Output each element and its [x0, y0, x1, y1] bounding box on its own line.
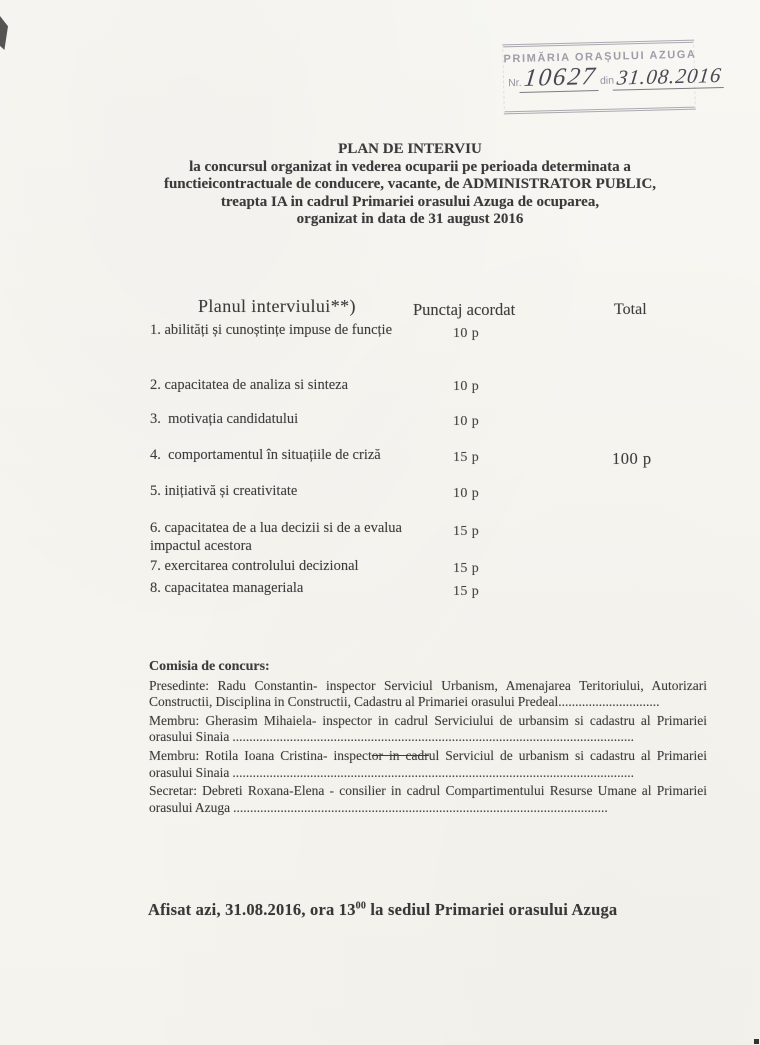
title-line-2: la concursul organizat in vederea ocuparii pe perioada determinata a — [189, 158, 631, 175]
posting-notice-hour-superscript: 00 — [355, 900, 367, 912]
posting-notice-text: la sediul Primariei orasului Azuga — [366, 900, 618, 919]
scan-artifact-top-left — [0, 16, 8, 50]
stamp-organization: PRIMĂRIA ORAȘULUI AZUGA — [503, 48, 697, 66]
document-title — [90, 141, 730, 229]
registration-stamp — [502, 40, 724, 115]
stamp-nr-label: Nr. — [507, 76, 522, 90]
column-header-total: Total — [614, 301, 647, 318]
total-points-value: 100 p — [612, 449, 652, 468]
table-row-points: 10 p — [453, 326, 480, 341]
title-line-1: PLAN DE INTERVIU — [338, 141, 482, 157]
table-row-criterion: 8. capacitatea manageriala — [150, 580, 304, 596]
table-row-criterion: 1. abilități și cunoștințe impuse de funcție — [150, 322, 393, 338]
scan-artifact-bottom-right — [754, 1039, 759, 1044]
stamp-registration-number: 10627 — [520, 64, 602, 93]
posting-notice-text: Afisat azi, 31.08.2016, ora 13 — [148, 900, 356, 919]
table-row-criterion: 3. motivația candidatului — [150, 411, 299, 427]
table-row-points: 10 p — [453, 414, 480, 429]
commission-member-1: Membru: Gherasim Mihaiela- inspector in cadrul Serviciului de urbansim si cadastru al Primariei orasului Sinaia ....................................................................................................................... — [149, 712, 707, 745]
commission-member-2-text: Membru: Rotila Ioana Cristina- inspect — [149, 747, 372, 763]
table-row-criterion: 5. inițiativă și creativitate — [150, 483, 298, 499]
title-line-3: functieicontractuale de conducere, vacante, de ADMINISTRATOR PUBLIC, — [163, 176, 657, 193]
commission-secretary: Secretar: Debreti Roxana-Elena - consilier in cadrul Compartimentului Resurse Umane al Primariei orasului Azuga ............................................................................................................... — [149, 783, 707, 815]
table-row-criterion: 4. comportamentul în situațiile de criză — [150, 447, 381, 463]
commission-section — [149, 659, 707, 818]
table-row-criterion: 7. exercitarea controlului decizional — [150, 558, 359, 574]
table-row-points: 10 p — [453, 486, 480, 501]
table-row-points: 15 p — [453, 561, 480, 576]
commission-president: Presedinte: Radu Constantin- inspector Serviciul Urbanism, Amenajarea Teritoriului, Autorizari Constructii, Disciplina in Constructii, Cadastru al Primariei orasului Predeal.............................. — [149, 677, 707, 710]
table-row-criterion: 2. capacitatea de analiza si sinteza — [150, 377, 349, 393]
stamp-number-row — [507, 62, 724, 94]
title-line-4: treapta IA in cadrul Primariei orasului Azuga de ocuparea, — [220, 193, 600, 210]
stamp-din-label: din — [599, 74, 615, 87]
column-header-punctaj: Punctaj acordat — [413, 300, 516, 319]
commission-member-2-struck-text: or in cadr — [371, 747, 429, 763]
stamp-registration-date: 31.08.2016 — [613, 65, 726, 91]
column-header-plan: Planul interviului**) — [198, 296, 356, 316]
table-row-points: 15 p — [453, 450, 480, 465]
posting-notice — [148, 900, 617, 920]
title-line-5: organizat in data de 31 august 2016 — [296, 211, 524, 228]
table-row-points: 15 p — [453, 584, 480, 599]
table-row-criterion: 6. capacitatea de a lua decizii si de a evalua impactul acestora — [150, 520, 406, 554]
table-row-points: 15 p — [453, 524, 480, 539]
commission-member-2 — [149, 748, 707, 781]
table-row-points: 10 p — [453, 379, 480, 394]
commission-member-2-text: ul Serviciul de urbanism si cadastru al Primariei orasului Sinaia ....................................................................................................................... — [149, 747, 707, 780]
commission-heading: Comisia de concurs: — [149, 659, 270, 674]
